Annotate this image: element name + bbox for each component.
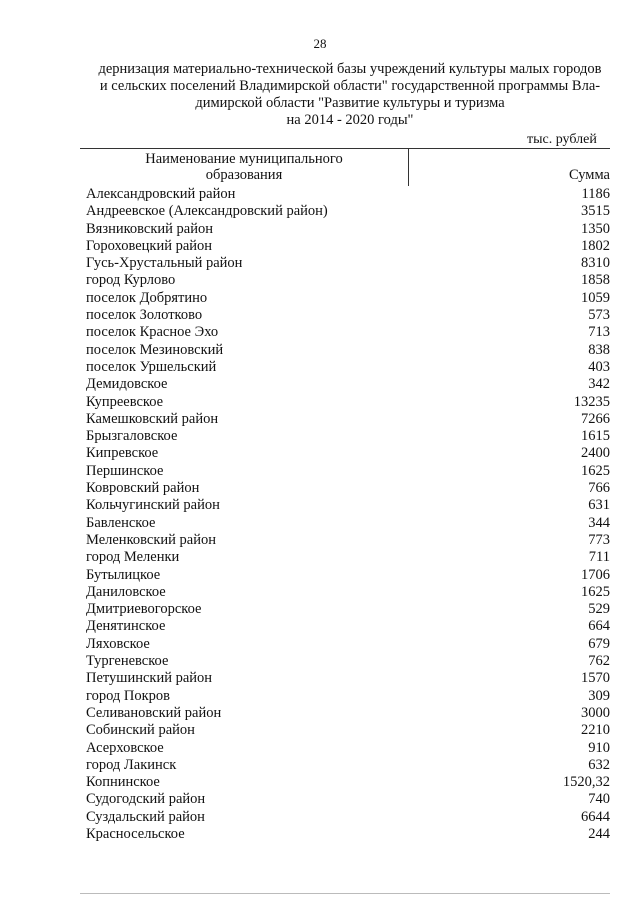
table-row	[80, 740, 610, 757]
municipality-name: Бавленское	[86, 514, 156, 531]
municipality-name: Суздальский район	[86, 808, 205, 825]
amount-value: 910	[588, 739, 610, 756]
column-divider	[408, 149, 409, 186]
municipality-name: Даниловское	[86, 583, 166, 600]
table-row	[80, 497, 610, 514]
table-row	[80, 670, 610, 687]
amount-value: 1858	[581, 272, 610, 289]
heading-line: на 2014 - 2020 годы"	[286, 112, 414, 128]
table-row	[80, 186, 610, 203]
municipality-name: Ковровский район	[86, 480, 200, 497]
amount-value: 1570	[581, 670, 610, 687]
table-body	[80, 186, 610, 843]
table-row	[80, 774, 610, 791]
amount-value: 838	[588, 341, 610, 358]
table-row	[80, 445, 610, 462]
municipality-name: город Курлово	[86, 272, 176, 289]
municipality-name: поселок Золотково	[86, 307, 203, 324]
heading-line: дернизация материально-технической базы учреждений культуры малых городов	[98, 61, 602, 77]
municipality-name: Асерховское	[86, 739, 164, 756]
table-row	[80, 722, 610, 739]
table-row	[80, 567, 610, 584]
amount-value: 6644	[581, 808, 610, 825]
amount-value: 1520,32	[562, 774, 610, 791]
municipality-name: Камешковский район	[86, 410, 219, 427]
amount-value: 766	[588, 480, 610, 497]
amount-value: 13235	[573, 393, 610, 410]
amount-value: 631	[588, 497, 610, 514]
table-row	[80, 463, 610, 480]
header-name-line: образования	[205, 167, 283, 183]
table-row	[80, 480, 610, 497]
municipality-name: Селивановский район	[86, 704, 222, 721]
municipality-name: Красносельское	[86, 825, 185, 842]
amount-value: 2210	[581, 722, 610, 739]
municipality-name: поселок Добрятино	[86, 289, 208, 306]
table-row	[80, 342, 610, 359]
municipality-name: Купреевское	[86, 393, 164, 410]
table-row	[80, 255, 610, 272]
amount-value: 1186	[581, 186, 610, 202]
amount-value: 1350	[581, 220, 610, 237]
amount-value: 244	[588, 825, 610, 842]
table-row	[80, 601, 610, 618]
table-row	[80, 203, 610, 220]
document-heading	[80, 61, 620, 129]
amount-value: 1625	[581, 462, 610, 479]
amount-value: 1802	[581, 237, 610, 254]
table-row	[80, 221, 610, 238]
municipality-name: город Покров	[86, 687, 171, 704]
amount-value: 8310	[581, 255, 610, 272]
heading-line: и сельских поселений Владимирской области" государственной программы Вла-	[99, 78, 601, 94]
municipality-name: Ляховское	[86, 635, 150, 652]
municipality-name: Собинский район	[86, 722, 195, 739]
municipality-name: город Меленки	[86, 549, 180, 566]
header-name-line: Наименование муниципального	[145, 151, 343, 167]
municipality-name: Тургеневское	[86, 653, 169, 670]
municipality-name: Меленковский район	[86, 531, 216, 548]
municipality-name: поселок Уршельский	[86, 358, 217, 375]
amount-value: 403	[588, 358, 610, 375]
table-row	[80, 618, 610, 635]
amount-value: 664	[588, 618, 610, 635]
amount-value: 679	[588, 635, 610, 652]
municipality-name: Кольчугинский район	[86, 497, 220, 514]
table-row	[80, 515, 610, 532]
table-row	[80, 757, 610, 774]
amount-value: 1625	[581, 583, 610, 600]
amount-value: 342	[588, 376, 610, 393]
table-row	[80, 238, 610, 255]
table-row	[80, 376, 610, 393]
table-row	[80, 411, 610, 428]
amount-value: 711	[588, 549, 610, 566]
municipality-name: Судогодский район	[86, 791, 206, 808]
table-row	[80, 653, 610, 670]
table-row	[80, 290, 610, 307]
amount-value: 773	[588, 531, 610, 548]
page-bottom-rule	[80, 893, 610, 894]
municipality-name: Денятинское	[86, 618, 166, 635]
table-row	[80, 826, 610, 843]
municipality-name: поселок Красное Эхо	[86, 324, 219, 341]
units-label: тыс. рублей	[527, 132, 597, 147]
table-row	[80, 584, 610, 601]
table-row	[80, 272, 610, 289]
amount-value: 1059	[581, 289, 610, 306]
table-row	[80, 636, 610, 653]
amount-value: 740	[588, 791, 610, 808]
heading-line: димирской области "Развитие культуры и туризма	[195, 95, 505, 111]
table-row	[80, 359, 610, 376]
table-row	[80, 428, 610, 445]
municipality-name: Копнинское	[86, 774, 160, 791]
amount-value: 3515	[581, 203, 610, 220]
amount-value: 7266	[581, 410, 610, 427]
municipality-name: город Лакинск	[86, 756, 177, 773]
municipality-name: Брызгаловское	[86, 428, 178, 445]
amount-value: 309	[588, 687, 610, 704]
municipality-name: Демидовское	[86, 376, 168, 393]
amount-value: 713	[588, 324, 610, 341]
amount-value: 529	[588, 601, 610, 618]
amount-value: 1615	[581, 428, 610, 445]
table-row	[80, 324, 610, 341]
municipality-name: Гороховецкий район	[86, 237, 213, 254]
table-row	[80, 549, 610, 566]
amount-value: 2400	[581, 445, 610, 462]
amount-value: 573	[588, 307, 610, 324]
municipality-name: Бутылицкое	[86, 566, 161, 583]
municipality-name: Вязниковский район	[86, 220, 213, 237]
municipality-name: Дмитриевогорское	[86, 601, 202, 618]
table-header	[80, 148, 610, 186]
municipality-name: Кипревское	[86, 445, 159, 462]
table-row	[80, 394, 610, 411]
table-row	[80, 791, 610, 808]
municipality-name: Александровский район	[86, 186, 236, 202]
municipality-name: поселок Мезиновский	[86, 341, 224, 358]
municipality-name: Андреевское (Александровский район)	[86, 203, 328, 220]
header-name-column	[80, 151, 408, 183]
table-row	[80, 532, 610, 549]
amount-value: 632	[588, 756, 610, 773]
table-row	[80, 688, 610, 705]
table-row	[80, 809, 610, 826]
amount-value: 762	[588, 653, 610, 670]
table-row	[80, 307, 610, 324]
municipality-name: Гусь-Хрустальный район	[86, 255, 243, 272]
municipality-name: Першинское	[86, 462, 164, 479]
municipality-name: Петушинский район	[86, 670, 213, 687]
table-row	[80, 705, 610, 722]
amount-value: 3000	[581, 704, 610, 721]
amount-value: 1706	[581, 566, 610, 583]
page-number: 28	[313, 36, 327, 51]
amount-value: 344	[588, 514, 610, 531]
header-sum-column: Сумма	[568, 167, 610, 183]
